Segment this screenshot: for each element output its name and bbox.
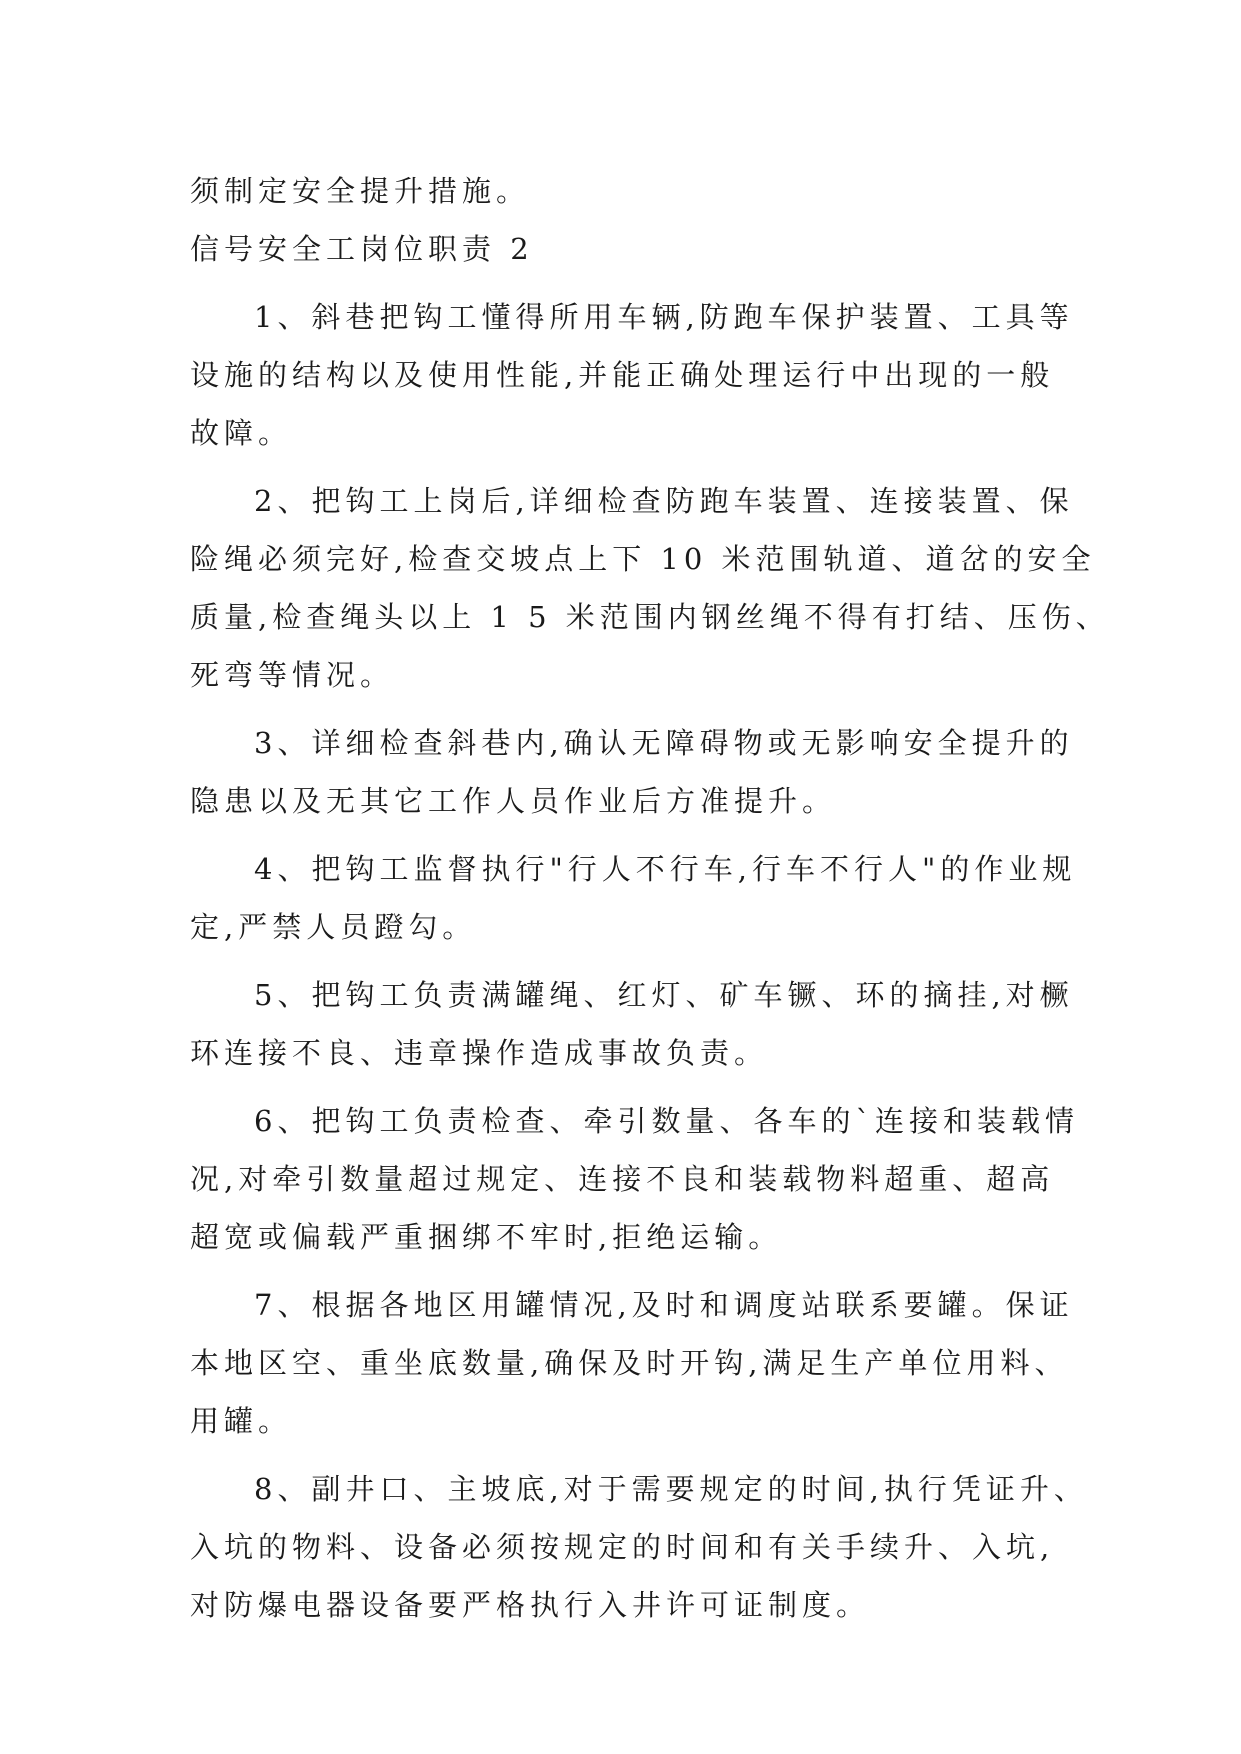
paragraph-line: 5、把钩工负责满罐绳、红灯、矿车镢、环的摘挂,对橛: [254, 978, 1074, 1012]
paragraph-line: 入坑的物料、设备必须按规定的时间和有关手续升、入坑,: [190, 1530, 1055, 1564]
paragraph-line: 对防爆电器设备要严格执行入井许可证制度。: [190, 1588, 871, 1622]
paragraph-line: 超宽或偏载严重捆绑不牢时,拒绝运输。: [190, 1220, 783, 1254]
paragraph-line: 死弯等情况。: [190, 658, 395, 692]
paragraph-line: 故障。: [190, 416, 293, 450]
paragraph-line: 用罐。: [190, 1404, 293, 1438]
paragraph-line: 2、把钩工上岗后,详细检查防跑车装置、连接装置、保: [254, 484, 1074, 518]
paragraph-line: 8、副井口、主坡底,对于需要规定的时间,执行凭证升、: [254, 1472, 1088, 1506]
section-heading: 信号安全工岗位职责 2: [190, 232, 534, 266]
paragraph-line: 定,严禁人员蹬勾。: [190, 910, 477, 944]
paragraph-line: 须制定安全提升措施。: [190, 174, 531, 208]
paragraph-line: 质量,检查绳头以上 1 5 米范围内钢丝绳不得有打结、压伤、: [190, 600, 1110, 634]
paragraph-line: 4、把钩工监督执行"行人不行车,行车不行人"的作业规: [254, 852, 1077, 886]
paragraph-line: 1、斜巷把钩工懂得所用车辆,防跑车保护装置、工具等: [254, 300, 1074, 334]
paragraph-line: 隐患以及无其它工作人员作业后方准提升。: [190, 784, 837, 818]
document-body: [190, 162, 1110, 1634]
paragraph-line: 3、详细检查斜巷内,确认无障碍物或无影响安全提升的: [254, 726, 1074, 760]
paragraph-line: 环连接不良、违章操作造成事故负责。: [190, 1036, 769, 1070]
paragraph-line: 况,对牵引数量超过规定、连接不良和装载物料超重、超高: [190, 1162, 1055, 1196]
paragraph-line: 6、把钩工负责检查、牵引数量、各车的`连接和装载情: [254, 1104, 1079, 1138]
paragraph-line: 设施的结构以及使用性能,并能正确处理运行中出现的一般: [190, 358, 1055, 392]
paragraph-line: 7、根据各地区用罐情况,及时和调度站联系要罐。保证: [254, 1288, 1074, 1322]
paragraph-line: 险绳必须完好,检查交坡点上下 10 米范围轨道、道岔的安全: [190, 542, 1096, 576]
paragraph-line: 本地区空、重坐底数量,确保及时开钩,满足生产单位用料、: [190, 1346, 1069, 1380]
